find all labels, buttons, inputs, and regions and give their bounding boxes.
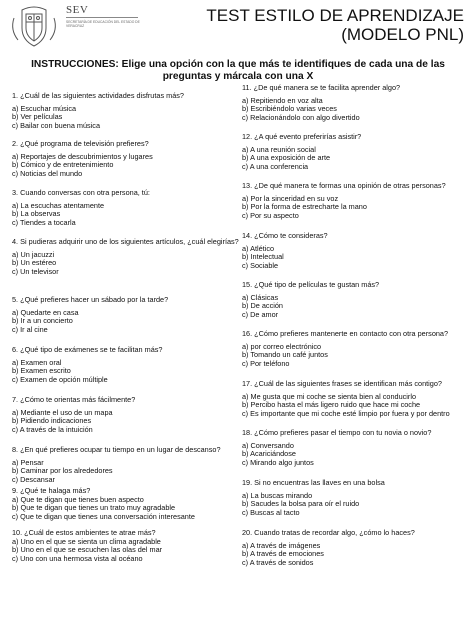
option-c[interactable]: c) Mirando algo juntos	[242, 457, 314, 467]
option-b[interactable]: b) Caminar por los alrededores	[12, 466, 113, 476]
option-b[interactable]: b) Que te digan que tienes un trato muy agradable	[12, 503, 176, 513]
option-c[interactable]: c) Examen de opción múltiple	[12, 374, 108, 384]
question-text: 2. ¿Qué programa de televisión prefieres?	[12, 139, 149, 148]
option-b[interactable]: b) Ver películas	[12, 112, 63, 122]
question-5	[12, 296, 242, 334]
option-b[interactable]: b) Acariciándose	[242, 449, 296, 459]
option-b[interactable]: b) Un estéreo	[12, 258, 57, 268]
option-a[interactable]: a) La escuchas atentamente	[12, 200, 105, 210]
org-block	[66, 4, 146, 28]
title-line-2: (MODELO PNL)	[341, 25, 464, 44]
option-c[interactable]: c) Sociable	[242, 260, 279, 270]
question-13	[242, 182, 470, 220]
org-divider	[66, 17, 138, 18]
option-b[interactable]: b) Examen escrito	[12, 366, 71, 376]
question-text: 9. ¿Qué te halaga más?	[12, 486, 91, 495]
question-3	[12, 189, 242, 227]
question-text: 15. ¿Qué tipo de películas te gustan más?	[242, 280, 380, 289]
option-c[interactable]: c) A una conferencia	[242, 161, 309, 171]
question-14	[242, 232, 470, 270]
option-b[interactable]: b) La observas	[12, 209, 61, 219]
instructions: INSTRUCCIONES: Elige una opción con la que más te identifiques de cada una de las preguntas y márcala con una X	[31, 59, 445, 82]
question-text: 13. ¿De qué manera te formas una opinión de otras personas?	[242, 181, 446, 190]
org-subtitle: SECRETARÍA DE EDUCACIÓN DEL ESTADO DE VERACRUZ	[66, 20, 140, 28]
option-c[interactable]: c) Bailar con buena música	[12, 120, 101, 130]
option-a[interactable]: a) Clásicas	[242, 292, 279, 302]
question-11	[242, 84, 470, 122]
question-9	[12, 487, 242, 521]
option-a[interactable]: a) Reportajes de descubrimientos y lugares	[12, 151, 153, 161]
question-text: 5. ¿Qué prefieres hacer un sábado por la tarde?	[12, 295, 169, 304]
option-b[interactable]: b) Sacudes la bolsa para oír el ruido	[242, 499, 360, 509]
option-a[interactable]: a) Atlético	[242, 243, 275, 253]
option-c[interactable]: c) Por su aspecto	[242, 210, 299, 220]
question-text: 10. ¿Cuál de estos ambientes te atrae más?	[12, 528, 156, 537]
option-a[interactable]: a) Que te digan que tienes buen aspecto	[12, 494, 144, 504]
option-c[interactable]: c) Relacionándolo con algo divertido	[242, 112, 360, 122]
question-text: 20. Cuando tratas de recordar algo, ¿cómo lo haces?	[242, 528, 415, 537]
option-a[interactable]: a) Un jacuzzi	[12, 249, 55, 259]
question-text: 3. Cuando conversas con otra persona, tú:	[12, 188, 150, 197]
title-line-1: TEST ESTILO DE APRENDIZAJE	[206, 6, 464, 25]
page-title	[206, 6, 464, 44]
option-a[interactable]: a) Quedarte en casa	[12, 307, 79, 317]
question-text: 11. ¿De qué manera se te facilita aprender algo?	[242, 83, 401, 92]
option-b[interactable]: b) Tomando un café juntos	[242, 350, 328, 360]
question-text: 1. ¿Cuál de las siguientes actividades disfrutas más?	[12, 91, 184, 100]
question-6	[12, 346, 242, 384]
question-17	[242, 380, 470, 418]
question-text: 14. ¿Cómo te consideras?	[242, 231, 328, 240]
option-c[interactable]: c) Tiendes a tocarla	[12, 217, 76, 227]
option-a[interactable]: a) Examen oral	[12, 357, 62, 367]
question-text: 16. ¿Cómo prefieres mantenerte en contacto con otra persona?	[242, 329, 449, 338]
option-a[interactable]: a) Mediante el uso de un mapa	[12, 407, 113, 417]
option-a[interactable]: a) Uno en el que se sienta un clima agradable	[12, 536, 161, 546]
option-a[interactable]: a) A través de imágenes	[242, 540, 321, 550]
page-header	[0, 0, 474, 56]
question-12	[242, 133, 470, 171]
question-text: 19. Si no encuentras las llaves en una bolsa	[242, 478, 385, 487]
option-a[interactable]: a) por correo electrónico	[242, 341, 322, 351]
option-a[interactable]: a) Por la sinceridad en su voz	[242, 193, 339, 203]
state-coat-of-arms-icon	[8, 4, 60, 50]
option-b[interactable]: b) Pidiendo indicaciones	[12, 416, 92, 426]
question-text: 4. Si pudieras adquirir uno de los siguientes artículos, ¿cuál elegirías?	[12, 237, 239, 246]
option-a[interactable]: a) Me gusta que mi coche se sienta bien al conducirlo	[242, 391, 417, 401]
option-b[interactable]: b) Escribiéndolo varias veces	[242, 104, 337, 114]
question-20	[242, 529, 470, 567]
option-a[interactable]: a) Conversando	[242, 440, 294, 450]
question-text: 18. ¿Cómo prefieres pasar el tiempo con tu novia o novio?	[242, 428, 432, 437]
question-text: 6. ¿Qué tipo de exámenes se te facilitan más?	[12, 345, 163, 354]
question-19	[242, 479, 470, 517]
question-text: 7. ¿Cómo te orientas más fácilmente?	[12, 395, 136, 404]
question-15	[242, 281, 470, 319]
option-a[interactable]: a) A una reunión social	[242, 144, 316, 154]
option-b[interactable]: b) Ir a un concierto	[12, 316, 73, 326]
option-c[interactable]: c) Que te digan que tienes una conversación interesante	[12, 511, 195, 521]
option-b[interactable]: b) Intelectual	[242, 252, 284, 262]
option-c[interactable]: c) Buscas al tacto	[242, 507, 300, 517]
question-18	[242, 429, 470, 467]
option-c[interactable]: c) De amor	[242, 309, 279, 319]
option-c[interactable]: c) Ir al cine	[12, 324, 48, 334]
question-10	[12, 529, 242, 563]
option-b[interactable]: b) Percibo hasta el más ligero ruido que hace mi coche	[242, 400, 421, 410]
question-2	[12, 140, 242, 178]
option-c[interactable]: c) A través de sonidos	[242, 557, 314, 567]
option-b[interactable]: b) A una exposición de arte	[242, 153, 331, 163]
option-b[interactable]: b) A través de emociones	[242, 549, 324, 559]
option-b[interactable]: b) De acción	[242, 301, 283, 311]
option-a[interactable]: a) Escuchar música	[12, 103, 77, 113]
question-4	[12, 238, 242, 276]
option-c[interactable]: c) Uno con una hermosa vista al océano	[12, 553, 143, 563]
option-c[interactable]: c) Noticias del mundo	[12, 168, 83, 178]
option-c[interactable]: c) Es importante que mi coche esté limpio por fuera y por dentro	[242, 408, 450, 418]
option-a[interactable]: a) Pensar	[12, 457, 44, 467]
option-c[interactable]: c) A través de la intuición	[12, 424, 93, 434]
question-16	[242, 330, 470, 368]
question-1	[12, 92, 242, 130]
question-text: 8. ¿En qué prefieres ocupar tu tiempo en un lugar de descanso?	[12, 445, 221, 454]
option-b[interactable]: b) Cómico y de entretenimiento	[12, 160, 114, 170]
option-b[interactable]: b) Por la forma de estrecharte la mano	[242, 202, 367, 212]
option-c[interactable]: c) Por teléfono	[242, 358, 290, 368]
question-text: 12. ¿A qué evento preferirías asistir?	[242, 132, 362, 141]
option-c[interactable]: c) Descansar	[12, 474, 55, 484]
question-text: 17. ¿Cuál de las siguientes frases se identifican más contigo?	[242, 379, 442, 388]
option-a[interactable]: a) La buscas mirando	[242, 490, 313, 500]
option-b[interactable]: b) Uno en el que se escuchen las olas del mar	[12, 545, 163, 555]
org-name: SEV	[66, 4, 89, 16]
question-7	[12, 396, 242, 434]
option-a[interactable]: a) Repitiendo en voz alta	[242, 95, 323, 105]
question-8	[12, 446, 242, 484]
option-c[interactable]: c) Un televisor	[12, 266, 59, 276]
